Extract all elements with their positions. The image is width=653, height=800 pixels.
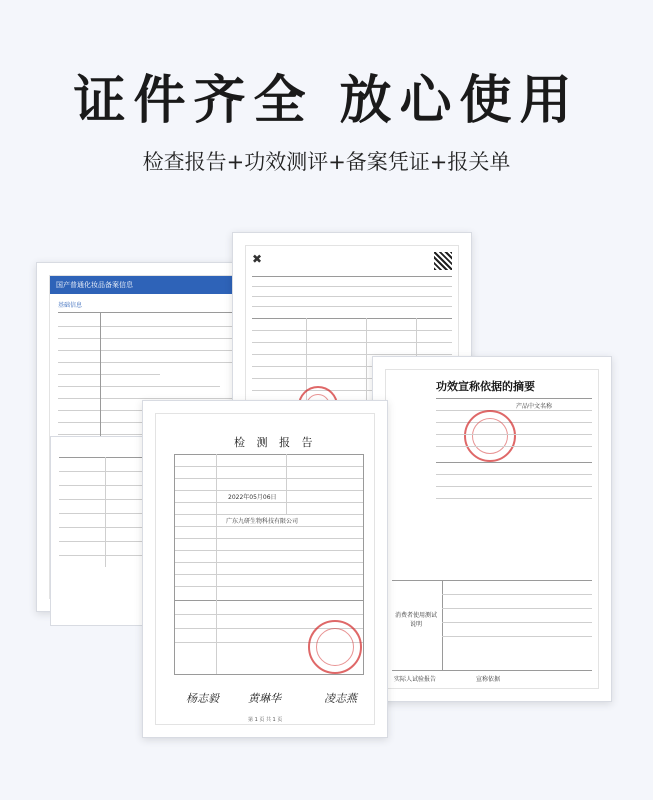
claim-basis-label: 宣称依据 bbox=[476, 676, 501, 683]
signature-approver: 凌志燕 bbox=[324, 692, 357, 705]
qr-code-icon bbox=[434, 252, 452, 270]
filing-title-bar: 国产普通化妆品备案信息 bbox=[50, 276, 280, 294]
signature-editor: 杨志毅 bbox=[186, 692, 219, 705]
claim-consumer-test-label: 消费者使用测试说明 bbox=[394, 612, 437, 628]
claim-summary-title: 功效宣称依据的摘要 bbox=[436, 380, 535, 393]
page-subtitle: 检查报告+功效测评+备案凭证+报关单 bbox=[142, 150, 511, 174]
report-title: 检 测 报 告 bbox=[234, 436, 317, 449]
report-red-seal-icon bbox=[308, 620, 362, 674]
test-report-front-card bbox=[142, 400, 388, 738]
filing-tab-basic: 基础信息 bbox=[58, 302, 83, 309]
claim-product-name-label: 产品中文名称 bbox=[516, 403, 553, 410]
report-page-number: 第 1 页 共 1 页 bbox=[248, 717, 283, 723]
signature-reviewer: 黄琳华 bbox=[248, 692, 281, 705]
efficacy-claim-card bbox=[372, 356, 612, 702]
claim-red-seal-icon bbox=[464, 410, 516, 462]
claim-trial-report-label: 实际人试验报告 bbox=[394, 676, 437, 683]
page-headline: 证件齐全 放心使用 bbox=[73, 71, 580, 131]
report-company: 广东九研生物科技有限公司 bbox=[226, 518, 299, 525]
report-date: 2022年05月06日 bbox=[228, 494, 277, 501]
lab-logo-icon: ✖ bbox=[252, 252, 263, 266]
